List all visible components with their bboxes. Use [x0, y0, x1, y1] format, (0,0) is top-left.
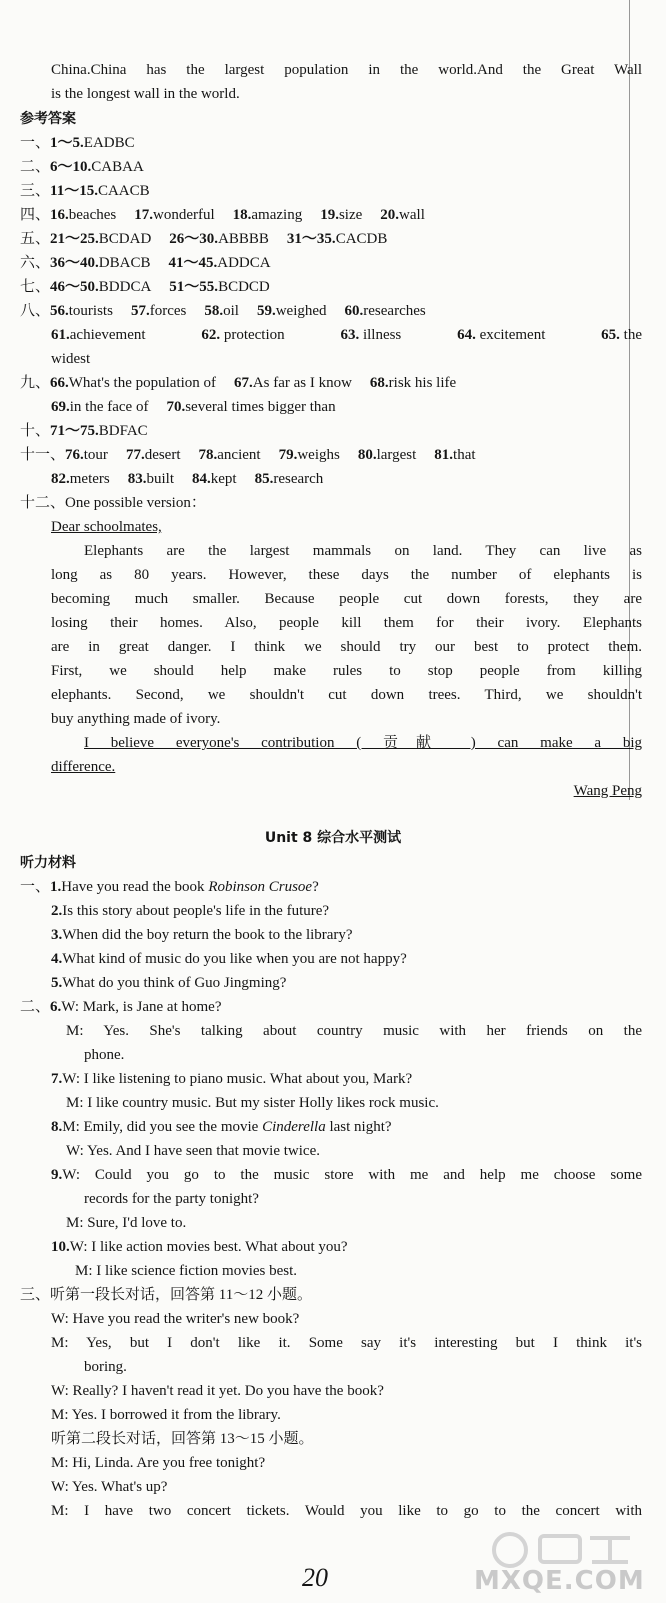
section-prefix: 三、 — [20, 183, 51, 199]
item-number: 63. — [340, 327, 360, 343]
item-number: 64. — [457, 327, 476, 343]
item-number: 9. — [51, 1167, 63, 1183]
item-text: ADDCA — [217, 255, 271, 271]
item-number: 80. — [357, 447, 377, 463]
item-number: 67. — [234, 375, 253, 391]
item-text: BCDCD — [218, 279, 270, 295]
item-text: built — [146, 471, 174, 487]
answer-section-7 — [20, 277, 270, 297]
item-number: 71～75. — [50, 423, 99, 439]
item-text: Is this story about people's life in the future? — [62, 903, 330, 919]
listening-q10 — [51, 1237, 348, 1257]
essay-signature: Wang Peng — [573, 783, 642, 799]
section-prefix: 七、 — [20, 279, 51, 295]
item-number: 6～10. — [50, 159, 92, 175]
item-number: 79. — [278, 447, 298, 463]
listening-q8 — [51, 1117, 392, 1137]
item-text: What kind of music do you like when you are not happy? — [62, 951, 407, 967]
dialogue-line: M: I like country music. But my sister Holly likes rock music. — [66, 1095, 439, 1111]
item-number: 65. — [601, 327, 620, 343]
item-number: 5. — [51, 975, 63, 991]
item-text: BDFAC — [98, 423, 148, 439]
listening-q2 — [51, 901, 329, 921]
dialogue-line: records for the party tonight? — [84, 1191, 259, 1207]
essay-closing: difference. — [51, 759, 116, 775]
dialogue-line: M: Sure, I'd love to. — [66, 1215, 187, 1231]
item-number: 70. — [166, 399, 186, 415]
listening-q6 — [20, 997, 222, 1017]
essay-greeting: Dear schoolmates, — [51, 519, 162, 535]
section-prefix: 一、 — [20, 879, 51, 895]
dialogue-line: boring. — [84, 1359, 127, 1375]
answer-section-11-row-1 — [20, 445, 476, 465]
item-text: What's the population of — [68, 375, 217, 391]
listening-q4 — [51, 949, 407, 969]
dialogue-line: W: I like action movies best. What about you? — [69, 1239, 348, 1255]
section-prefix: 一、 — [20, 135, 51, 151]
item-number: 1～5. — [50, 135, 84, 151]
item-text: several times bigger than — [185, 399, 336, 415]
answer-section-2 — [20, 157, 144, 177]
essay-line: elephants. Second, we shouldn't cut down trees. Third, we shouldn't — [51, 687, 642, 703]
item-number: 58. — [204, 303, 224, 319]
section-prefix: 二、 — [20, 159, 51, 175]
answer-section-6 — [20, 253, 271, 273]
item-text: BCDAD — [98, 231, 152, 247]
item-text: beaches — [68, 207, 117, 223]
item-number: 26～30. — [169, 231, 219, 247]
item-number: 69. — [51, 399, 70, 415]
item-text: ancient — [217, 447, 261, 463]
item-number: 31～35. — [286, 231, 336, 247]
book-title: Robinson Crusoe — [208, 879, 313, 895]
item-number: 21～25. — [50, 231, 99, 247]
item-text: researches — [363, 303, 426, 319]
item-number: 46～50. — [50, 279, 99, 295]
item-text: forces — [149, 303, 187, 319]
section-prefix: 六、 — [20, 255, 51, 271]
answer-section-4 — [20, 205, 425, 225]
item-number: 19. — [320, 207, 339, 223]
section-prefix: 十、 — [20, 423, 51, 439]
item-text: CABAA — [91, 159, 144, 175]
essay-line: are in great danger. I think we should try our best to protect them. — [51, 639, 642, 655]
item-number: 56. — [50, 303, 69, 319]
essay-line: Elephants are the largest mammals on land. They can live as — [84, 543, 642, 559]
item-text: DBACB — [98, 255, 151, 271]
listening-heading: 听力材料 — [20, 855, 76, 871]
essay-line: losing their homes. Also, people kill them for their ivory. Elephants — [51, 615, 642, 631]
item-number: 78. — [198, 447, 218, 463]
item-number: 66. — [50, 375, 69, 391]
item-number: 85. — [254, 471, 274, 487]
answer-section-9-row-1 — [20, 373, 456, 393]
item-text: desert — [144, 447, 181, 463]
dialogue-line: M: Emily, did you see the movie — [62, 1119, 263, 1135]
dialogue-line: M: I have two concert tickets. Would you like to go to the concert with — [51, 1503, 642, 1519]
essay-line: becoming much smaller. Because people cut down forests, they are — [51, 591, 642, 607]
item-text: One possible version： — [65, 495, 206, 511]
item-number: 4. — [51, 951, 63, 967]
item-text: ABBBB — [218, 231, 269, 247]
item-number: 57. — [130, 303, 150, 319]
item-text: When did the boy return the book to the library? — [62, 927, 353, 943]
section-prefix: 十二、 — [20, 495, 66, 511]
item-text: wall — [399, 207, 425, 223]
item-text: in the face of — [69, 399, 149, 415]
item-text: amazing — [251, 207, 303, 223]
item-number: 83. — [127, 471, 147, 487]
dialogue-line: W: Could you go to the music store with me and help me choose some — [62, 1167, 642, 1183]
item-number: 17. — [134, 207, 153, 223]
item-number: 18. — [232, 207, 252, 223]
item-number: 62. — [201, 327, 221, 343]
item-number: 76. — [65, 447, 84, 463]
dialogue-line: W: Yes. What's up? — [51, 1479, 168, 1495]
item-number: 84. — [192, 471, 211, 487]
section-prefix: 三、 — [20, 1287, 51, 1303]
dialogue-line: M: Hi, Linda. Are you free tonight? — [51, 1455, 266, 1471]
item-number: 68. — [369, 375, 389, 391]
item-text: tourists — [68, 303, 113, 319]
item-number: 36～40. — [50, 255, 99, 271]
item-text: size — [338, 207, 363, 223]
section-prefix: 四、 — [20, 207, 51, 223]
answer-section-5 — [20, 229, 387, 249]
section-prefix: 二、 — [20, 999, 51, 1015]
item-text: weighed — [275, 303, 327, 319]
item-text: protection — [220, 327, 285, 343]
dialogue-line: phone. — [84, 1047, 125, 1063]
item-text: achievement — [69, 327, 146, 343]
listening-q1 — [20, 877, 319, 897]
answer-section-8-row-2 — [51, 325, 642, 345]
section-prefix: 八、 — [20, 303, 51, 319]
item-text: Have you read the book — [61, 879, 209, 895]
item-number: 7. — [51, 1071, 63, 1087]
item-text: illness — [359, 327, 402, 343]
item-number: 81. — [434, 447, 454, 463]
item-number: 51～55. — [169, 279, 219, 295]
item-text: EADBC — [83, 135, 135, 151]
item-number: 8. — [51, 1119, 63, 1135]
section-prefix: 五、 — [20, 231, 51, 247]
listening-q9 — [51, 1165, 642, 1185]
item-text: As far as I know — [252, 375, 352, 391]
item-number: 60. — [344, 303, 364, 319]
essay-line: First, we should help make rules to stop people from killing — [51, 663, 642, 679]
dialogue-line: W: Have you read the writer's new book? — [51, 1311, 300, 1327]
item-number: 10. — [51, 1239, 70, 1255]
answer-section-8-row-3: widest — [51, 351, 91, 367]
item-text: BDDCA — [98, 279, 152, 295]
unit-title: Unit 8 综合水平测试 — [264, 830, 402, 846]
answer-section-11-row-2 — [51, 469, 323, 489]
item-number: 1. — [50, 879, 62, 895]
section-prefix: 十一、 — [20, 447, 66, 463]
item-number: 11～15. — [50, 183, 98, 199]
essay-line: long as 80 years. However, these days the number of elephants is — [51, 567, 642, 583]
dialogue-line: M: Yes. I borrowed it from the library. — [51, 1407, 281, 1423]
item-number: 16. — [50, 207, 69, 223]
answer-section-3 — [20, 181, 150, 201]
item-text: ? — [312, 879, 319, 895]
item-number: 2. — [51, 903, 63, 919]
item-text: CAACB — [97, 183, 150, 199]
essay-closing: I believe everyone's contribution ( 贡献 ) can make a big — [84, 735, 642, 751]
item-text: CACDB — [335, 231, 388, 247]
item-text: excitement — [475, 327, 546, 343]
dialogue-line: W: Really? I haven't read it yet. Do you have the book? — [51, 1383, 384, 1399]
answer-section-9-row-2 — [51, 397, 336, 417]
listening-q7 — [51, 1069, 412, 1089]
dialogue-line: M: I like science fiction movies best. — [75, 1263, 298, 1279]
dialogue-line: W: I like listening to piano music. What about you, Mark? — [62, 1071, 413, 1087]
instruction-text: 听第一段长对话，回答第 11～12 小题。 — [50, 1287, 312, 1303]
item-text: weighs — [297, 447, 340, 463]
item-text: research — [273, 471, 324, 487]
item-text: largest — [376, 447, 417, 463]
dialogue-line: M: Yes. She's talking about country music with her friends on the — [66, 1023, 642, 1039]
intro-line-1: China.China has the largest population in the world.And the Great Wall — [51, 62, 642, 78]
dialogue-line: last night? — [325, 1119, 392, 1135]
movie-title: Cinderella — [262, 1119, 326, 1135]
watermark-logo — [470, 1528, 660, 1598]
item-text: tour — [83, 447, 108, 463]
item-text: that — [453, 447, 476, 463]
answer-section-1 — [20, 133, 135, 153]
item-number: 3. — [51, 927, 63, 943]
answer-section-8-row-1 — [20, 301, 426, 321]
item-number: 6. — [50, 999, 62, 1015]
item-text: kept — [210, 471, 237, 487]
item-text: meters — [69, 471, 110, 487]
item-text: oil — [223, 303, 239, 319]
item-text: the — [619, 327, 642, 343]
item-text: risk his life — [388, 375, 457, 391]
answer-section-10 — [20, 421, 148, 441]
dialogue-line: W: Mark, is Jane at home? — [61, 999, 222, 1015]
essay-line: buy anything made of ivory. — [51, 711, 221, 727]
dialogue-line: W: Yes. And I have seen that movie twice. — [66, 1143, 320, 1159]
dialogue-line: M: Yes, but I don't like it. Some say it's interesting but I think it's — [51, 1335, 642, 1351]
item-number: 59. — [256, 303, 276, 319]
section-prefix: 九、 — [20, 375, 51, 391]
watermark-text: MXQE.COM — [474, 1566, 645, 1596]
item-number: 61. — [51, 327, 70, 343]
listening-section-3-head — [20, 1285, 312, 1305]
intro-line-2: is the longest wall in the world. — [51, 86, 240, 102]
listening-q3 — [51, 925, 353, 945]
answer-section-12 — [20, 493, 206, 513]
item-text: What do you think of Guo Jingming? — [62, 975, 287, 991]
instruction-text: 听第二段长对话，回答第 13～15 小题。 — [51, 1431, 314, 1447]
page-number: 20 — [302, 1563, 328, 1592]
item-number: 41～45. — [168, 255, 218, 271]
item-text: wonderful — [152, 207, 215, 223]
item-number: 82. — [51, 471, 70, 487]
item-number: 20. — [380, 207, 400, 223]
listening-q5 — [51, 973, 286, 993]
answers-heading: 参考答案 — [20, 111, 76, 127]
item-number: 77. — [125, 447, 145, 463]
